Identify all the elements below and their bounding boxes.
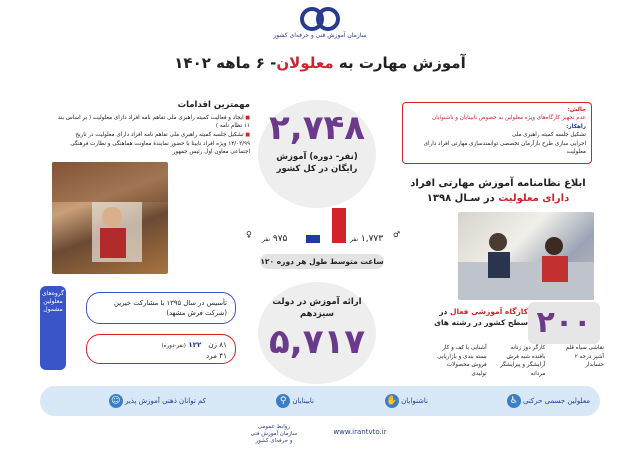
important-item: ■ تشکیل جلسه کمیته راهبری ملی تفاهم نامه افراد دارای معلولیت در تاریخ ۱۴/۰۲/۹۹ ویژه افراد نابینا با حضور نمایندۀ معاونت هماهنگی و نظارت فرهنگی اجتماعی معاون اول رئیس جمهور <box>52 131 250 156</box>
notification <box>400 176 596 206</box>
skill-item: کارگر دوز زنانه <box>510 345 546 351</box>
workshop-count: ۲۰۰ <box>528 302 600 344</box>
skill-item: آشپز درجه ۲ <box>574 353 604 360</box>
notification-highlight: دارای معلولیت <box>498 193 570 204</box>
hearing-icon: ✋ <box>386 396 398 406</box>
free-trainees-number: ۲,۷۴۸ <box>269 108 365 148</box>
challenge-label: چالش: <box>567 107 586 113</box>
blind-icon: ⚲ <box>276 394 290 408</box>
skill-item: فروش محصولات تولیدی <box>446 362 487 377</box>
workshop-photo <box>52 162 168 274</box>
skill-item: بسته بندی و بازاریابی <box>437 353 487 360</box>
important-item: ■ ایجاد و فعالیت کمیته راهبری ملی تفاهم نامه افراد دارای معلولیت ( بر اساس بند ۱۱ نظام نامه ) <box>52 114 250 130</box>
skills-list <box>432 344 604 378</box>
female-count: ۹۷۵ نفر <box>262 234 288 244</box>
group-mental <box>56 392 206 410</box>
organization-name: سازمان آموزش فنی و حرفه‌ای کشور <box>273 32 367 39</box>
female-icon: ♀ <box>246 230 252 239</box>
male-bar <box>332 208 346 243</box>
skill-item: آرایشگر و پیرایشگر مردانه <box>499 362 546 377</box>
target-groups-band: گروه‌های معلولین مشمول <box>40 286 66 370</box>
female-bar <box>306 235 320 243</box>
important-heading: مهمترین اقدامات <box>177 100 250 110</box>
brain-icon: ☺ <box>109 394 123 408</box>
solution-label: راهکار: <box>566 123 586 130</box>
group-blind <box>224 392 314 410</box>
classroom-photo <box>458 212 594 300</box>
notification-line1: ابلاغ نظامنامه آموزش مهارتی افراد <box>410 178 586 189</box>
foundation-counts: ۸۱ زن ۱۲۲ (نفر-دوره) ۴۱ مرد <box>86 334 236 364</box>
title-part2: - ۶ ماهه ۱۴۰۲ <box>174 54 277 72</box>
free-trainees-label: (نفر- دوره) آموزش رایگان در کل کشور <box>276 152 358 174</box>
wheelchair-icon: ♿ <box>507 394 521 408</box>
solution-1: تشکیل جلسه کمیته راهبری ملی <box>511 132 586 139</box>
group-physical <box>470 392 590 410</box>
title-highlight: معلولان <box>276 54 334 72</box>
foundation-info: تأسیس در سال ۱۳۹۵ با مشارکت خیرین (شرکت فرش مشهد) <box>86 292 236 324</box>
important-list <box>52 114 250 157</box>
male-icon: ♂ <box>393 230 401 239</box>
group-name: معلولین جسمی حرکتی <box>522 397 590 405</box>
footer-website[interactable]: www.irantvto.ir <box>333 428 387 436</box>
group-deaf <box>338 392 428 410</box>
skill-item: آشنایی با کف و کار <box>442 345 487 351</box>
provided-label: ارائه آموزش در دولت سیزدهم <box>272 297 362 319</box>
title-part1: آموزش مهارت به <box>333 54 466 72</box>
notification-rest: در سـال ۱۳۹۸ <box>426 193 499 204</box>
male-count: ۱,۷۷۳ نفر <box>350 234 384 244</box>
footer-org: روابط عمومی سازمان آموزش فنی و حرفه‌ای کشور <box>250 424 298 444</box>
page-title <box>150 54 490 72</box>
skill-item: نقاشی سیاه قلم <box>565 345 604 351</box>
group-name: نابینایان <box>292 397 314 405</box>
skill-item: حسابدار <box>585 362 604 368</box>
organization-logo-icon <box>298 6 342 32</box>
solution-2: اجرایی سازی طرح بازآرمان تخصصی توانمندسازی مهارتی افراد دارای معلولیت <box>423 140 586 156</box>
challenge-box <box>402 102 592 164</box>
avg-hours: ۱۲۰ ساعت متوسط طول هر دوره <box>260 254 384 269</box>
skill-item: بافنده شبه فرش <box>506 353 546 360</box>
workshop-label: کارگاه آموزشی فعال در سطح کشور در رشته های <box>434 307 528 327</box>
group-name: ناشنوایان <box>401 397 428 405</box>
provided-number: ۵,۷۱۷ <box>269 322 365 362</box>
challenge-text: عدم تجهیز کارگاه‌های ویژه معلولین به خصوص نابینایان و ناشنوایان <box>432 115 586 122</box>
group-name: کم توانان ذهنی آموزش پذیر <box>124 397 206 405</box>
